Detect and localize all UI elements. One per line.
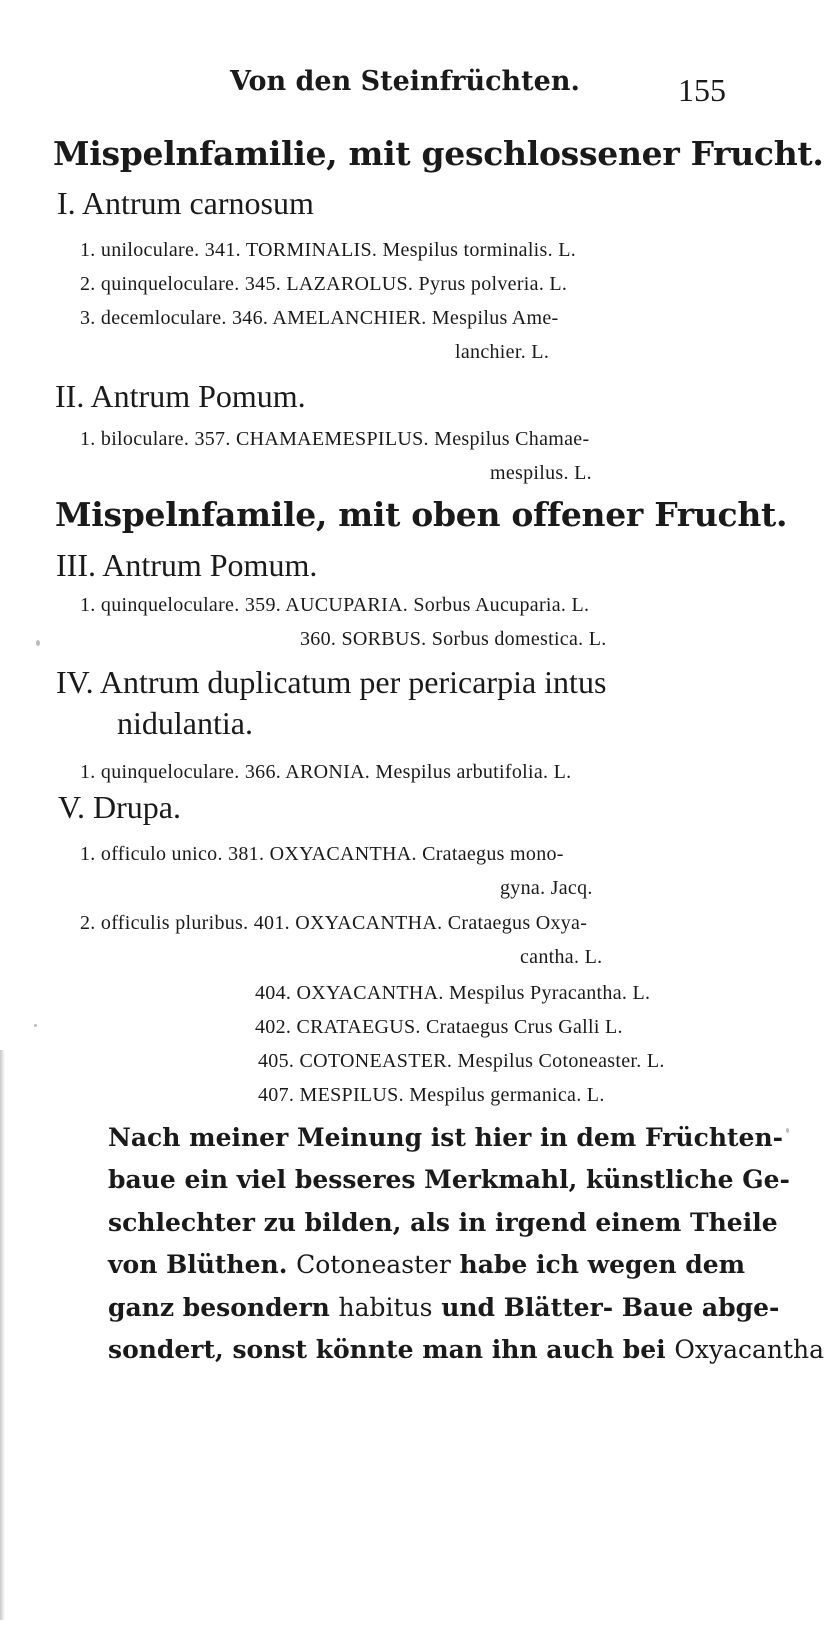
paragraph-line: Nach meiner Meinung ist hier in dem Früchten- — [108, 1123, 784, 1152]
entry-continuation: lanchier. L. — [455, 341, 550, 363]
entry-line: 1. uniloculare. 341. TORMINALIS. Mespilus torminalis. L. — [80, 239, 577, 261]
paragraph-line: schlechter zu bilden, als in irgend einem Theile — [108, 1208, 778, 1237]
paragraph-line: baue ein viel besseres Merkmahl, künstliche Ge- — [108, 1165, 790, 1194]
group-continuation: nidulantia. — [117, 705, 253, 741]
entry-line: 3. decemloculare. 346. AMELANCHIER. Mespilus Ame- — [80, 307, 559, 329]
entry-line: 360. SORBUS. Sorbus domestica. L. — [300, 628, 607, 650]
paper-speck — [34, 1024, 37, 1027]
paragraph-text: habe ich wegen dem — [450, 1250, 746, 1279]
paper-speck — [36, 640, 40, 646]
entry-line: 1. quinqueloculare. 359. AUCUPARIA. Sorbus Aucuparia. L. — [80, 594, 590, 616]
paragraph-line — [108, 1250, 745, 1279]
paragraph-text: von Blüthen. — [108, 1250, 297, 1279]
entry-line: 2. officulis pluribus. 401. OXYACANTHA. Crataegus Oxya- — [80, 912, 588, 934]
entry-line: 405. COTONEASTER. Mespilus Cotoneaster. L. — [258, 1050, 665, 1072]
entry-line: 402. CRATAEGUS. Crataegus Crus Galli L. — [255, 1016, 623, 1038]
paragraph-latin: habitus — [338, 1293, 433, 1322]
entry-continuation: mespilus. L. — [490, 462, 592, 484]
page-edge-shadow — [0, 1050, 5, 1620]
entry-line: 2. quinqueloculare. 345. LAZAROLUS. Pyrus polveria. L. — [80, 273, 568, 295]
paragraph-text: und Blätter- Baue abge- — [432, 1293, 780, 1322]
entry-line: 1. quinqueloculare. 366. ARONIA. Mespilus arbutifolia. L. — [80, 761, 572, 783]
paragraph-latin: Cotoneaster — [296, 1250, 451, 1279]
paragraph-text: ganz besondern — [108, 1293, 339, 1322]
paragraph-latin: Oxyacantha — [674, 1335, 825, 1364]
paper-speck — [786, 1128, 789, 1133]
entry-line: 1. officulo unico. 381. OXYACANTHA. Crataegus mono- — [80, 843, 564, 865]
entry-line: 404. OXYACANTHA. Mespilus Pyracantha. L. — [255, 982, 651, 1004]
paragraph-line — [108, 1335, 824, 1364]
running-title: Von den Steinfrüchten. — [230, 66, 580, 97]
entry-continuation: cantha. L. — [520, 946, 603, 968]
group-label: IV. Antrum duplicatum per pericarpia intus — [56, 664, 607, 700]
group-label: V. Drupa. — [58, 789, 181, 825]
group-label: II. Antrum Pomum. — [55, 378, 306, 414]
page-number: 155 — [678, 72, 726, 108]
entry-line: 407. MESPILUS. Mespilus germanica. L. — [258, 1084, 605, 1106]
section-heading: Mispelnfamilie, mit geschlossener Frucht. — [53, 134, 824, 173]
entry-line: 1. biloculare. 357. CHAMAEMESPILUS. Mespilus Chamae- — [80, 428, 590, 450]
group-label: I. Antrum carnosum — [57, 185, 314, 221]
section-heading: Mispelnfamile, mit oben offener Frucht. — [55, 495, 788, 534]
group-label: III. Antrum Pomum. — [56, 547, 318, 583]
paragraph-text: sondert, sonst könnte man ihn auch bei — [108, 1335, 675, 1364]
entry-continuation: gyna. Jacq. — [500, 877, 593, 899]
paragraph-line — [108, 1293, 779, 1322]
